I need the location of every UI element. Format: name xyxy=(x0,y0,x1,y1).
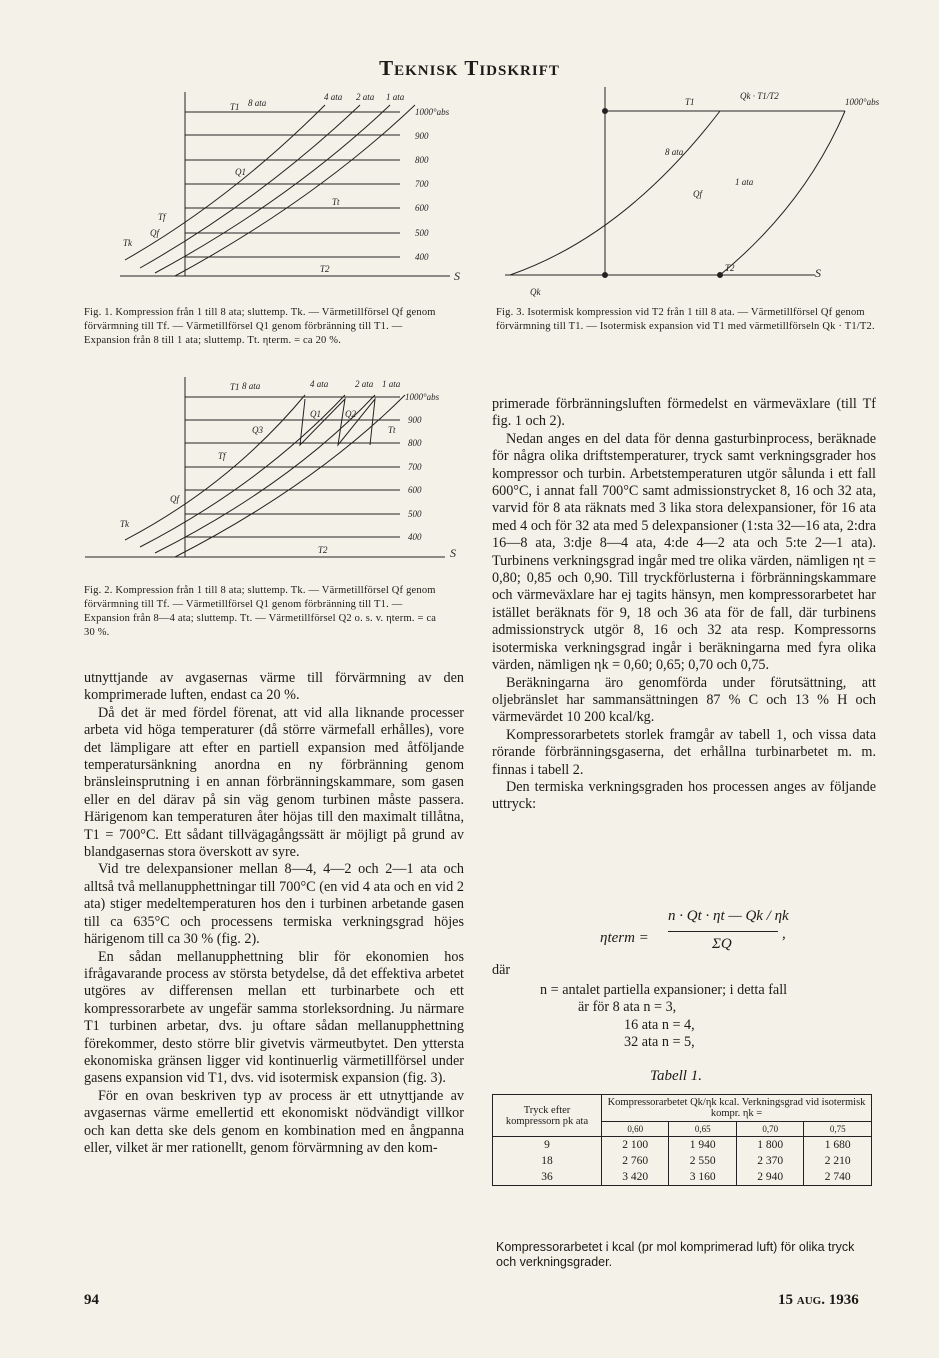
right-column xyxy=(492,396,876,814)
fig2-t600: 600 xyxy=(408,485,422,495)
left-paragraph-1: utnyttjande av avgasernas värme till förvärmning av den komprimerade luften, endast ca 20 %. xyxy=(84,670,464,704)
table1-cell: 1 800 xyxy=(736,1137,803,1154)
fig1-t600: 600 xyxy=(415,203,429,213)
efficiency-formula xyxy=(600,906,860,962)
figure-3 xyxy=(495,85,890,300)
fig2-sym-q1: Q1 xyxy=(310,409,321,419)
fig1-sym-tt: Tt xyxy=(332,197,340,207)
fig3-p1: 1 ata xyxy=(735,177,754,187)
fig2-p1: 1 ata xyxy=(382,379,401,389)
table1 xyxy=(492,1094,872,1186)
fig1-isobar-1 xyxy=(175,105,415,276)
fig1-isobar-2 xyxy=(155,105,390,273)
table-row xyxy=(493,1137,872,1154)
fig2-sym-q2: Q2 xyxy=(345,409,356,419)
table1-cell: 3 420 xyxy=(602,1169,669,1186)
table1-cell: 2 370 xyxy=(736,1153,803,1169)
table1-cell: 1 680 xyxy=(804,1137,872,1154)
table1-col-header: Kompressorarbetet Qk/ηk kcal. Verkningsgrad vid isotermisk kompr. ηk = xyxy=(602,1095,872,1122)
table1-col-075: 0,75 xyxy=(804,1122,872,1137)
definition-line-4: 32 ata n = 5, xyxy=(624,1034,695,1051)
table1-row-header: Tryck efter kompressorn pk ata xyxy=(493,1095,602,1137)
fig2-t500: 500 xyxy=(408,509,422,519)
fig2-p4: 4 ata xyxy=(310,379,329,389)
table1-cell: 1 940 xyxy=(669,1137,736,1154)
fig3-isobar-1 xyxy=(720,111,845,275)
fig1-t800: 800 xyxy=(415,155,429,165)
fig2-t1000: 1000°abs xyxy=(405,392,440,402)
fig2-t700: 700 xyxy=(408,462,422,472)
table1-col-065: 0,65 xyxy=(669,1122,736,1137)
fig1-sym-t1: T1 xyxy=(230,102,240,112)
right-paragraph-1: primerade förbränningsluften förmedelst en värmeväxlare (till Tf fig. 1 och 2). xyxy=(492,396,876,430)
fig2-sym-tt: Tt xyxy=(388,425,396,435)
table1-cell: 2 940 xyxy=(736,1169,803,1186)
right-paragraph-3: Beräkningarna äro genomförda under förutsättning, att oljebränslet har sammansättningen 87 % C och 13 % H och värmevärdet 10 200 kcal/kg. xyxy=(492,674,876,726)
fig3-sym-qf: Qf xyxy=(693,189,702,199)
fig1-p8: 8 ata xyxy=(248,98,267,108)
table1-col-060: 0,60 xyxy=(602,1122,669,1137)
table1-cell: 2 210 xyxy=(804,1153,872,1169)
fig3-caption: Fig. 3. Isotermisk kompression vid T2 från 1 till 8 ata. — Värmetillförsel Qf genom förvärmning till T1. — Isotermisk expansion vid T1 med värmetillförseln Qk · T1/T2. xyxy=(496,307,875,332)
fig2-ts-diagram xyxy=(70,375,470,575)
fig2-p8: 8 ata xyxy=(242,381,261,391)
fig2-t900: 900 xyxy=(408,415,422,425)
table1-title: Tabell 1. xyxy=(650,1068,702,1084)
fig2-sym-s: S xyxy=(450,546,456,560)
fig2-sym-t2: T2 xyxy=(318,545,328,555)
fig3-sym-t1: T1 xyxy=(685,97,695,107)
fig1-p1: 1 ata xyxy=(386,92,405,102)
fig1-p4: 4 ata xyxy=(324,92,343,102)
table1-col-070: 0,70 xyxy=(736,1122,803,1137)
table1-cell: 3 160 xyxy=(669,1169,736,1186)
left-paragraph-2: Då det är med fördel förenat, att vid alla liknande processer arbeta vid höga temperaturer (då större värmefall erhålles), vore det lämpligare att efter en partiell expansion med åtföljande temperatursänkning anordna en ny förbränning genom bränsleinsprutning i en annan förbränningskammare, som gasen eller en del därav på sin väg genom turbinen måste passera. Härigenom kan temperaturen åter höjas till den maximalt tillåtna, T1 = 700°C. Ett sådant tillvägagångssätt är möjligt på grund av blandgasernas stora överskott av syre. xyxy=(84,704,464,861)
formula-numerator: n · Qt · ηt — Qk / ηk xyxy=(668,908,789,924)
fig1-p2: 2 ata xyxy=(356,92,375,102)
definition-line-1: n = antalet partiella expansioner; i detta fall xyxy=(540,982,788,998)
fig2-sym-tf: Tf xyxy=(218,451,226,461)
definition-line-2: är för 8 ata n = 3, xyxy=(578,999,677,1016)
table1-cell: 2 760 xyxy=(602,1153,669,1169)
left-paragraph-3: Vid tre delexpansioner mellan 8—4, 4—2 och 2—1 ata och alltså två mellanupphettningar till 700°C (en vid 4 ata och en vid 2 ata) stiger medeltemperaturen hos den i turbinen arbetande gasen till ca 635°C och processens termiska verkningsgrad höjes härigenom till ca 30 % (fig. 2). xyxy=(84,861,464,948)
fig1-sym-tk: Tk xyxy=(123,238,132,248)
page-number: 94 xyxy=(84,1292,99,1308)
table-row xyxy=(493,1153,872,1169)
formula-where: där xyxy=(492,962,511,978)
fig2-p2: 2 ata xyxy=(355,379,374,389)
fig2-t800: 800 xyxy=(408,438,422,448)
fig3-ts-diagram xyxy=(495,85,890,300)
fig1-isobar-4 xyxy=(140,105,360,268)
right-paragraph-4: Kompressorarbetets storlek framgår av tabell 1, och vissa data rörande förbränningsgaserna, det erhållna turbinarbetet m. m. finnas i tabell 2. xyxy=(492,726,876,778)
fig2-caption: Fig. 2. Kompression från 1 till 8 ata; sluttemp. Tk. — Värmetillförsel Qf genom förvärmning till Tf. — Värmetillförsel Q1 genom förbränning till T1. — Expansion från 8—4 ata; sluttemp. Tt. — Värmetillförsel Q2 o. s. v. ηterm. = ca 30 %. xyxy=(84,585,437,638)
journal-title: Teknisk Tidskrift xyxy=(379,56,560,80)
formula-fraction-bar xyxy=(668,931,778,932)
fig1-sym-s: S xyxy=(454,269,460,283)
formula-lhs: ηterm = xyxy=(600,930,649,946)
left-paragraph-5: För en ovan beskriven typ av process är ett utnyttjande av avgasernas värme emellertid ett ekonomiskt nödvändigt villkor och kan detta ske dels genom en kombination med en ångpanna eller, vilket är mer rationellt, genom förvärmning av den kom- xyxy=(84,1087,464,1156)
fig3-sym-qk: Qk · T1/T2 xyxy=(740,91,779,101)
fig1-t900: 900 xyxy=(415,131,429,141)
fig1-sym-qf: Qf xyxy=(150,228,159,238)
left-column xyxy=(84,670,464,1157)
fig3-sym-t2: T2 xyxy=(725,263,735,273)
formula-denominator: ΣQ xyxy=(712,936,732,952)
fig1-t700: 700 xyxy=(415,179,429,189)
fig2-isobar-1 xyxy=(175,395,405,557)
table1-cell: 2 100 xyxy=(602,1137,669,1154)
right-paragraph-2: Nedan anges en del data för denna gasturbinprocess, beräknade för några olika driftstemperaturer, tryck samt verkningsgrader hos kompressor och turbin. Arbetstemperaturen utgör sålunda i ett fall 600°C, i annat fall 700°C samt admissionstrycket 8, 16 och 32 ata, varvid för 8 ata räknats med 3 lika stora delexpansioner, för 16 ata med 4 och för 32 ata med 5 delexpansioner (1:sta 32—16 ata, 2:dra 16—8 ata, 3:dje 8—4 ata, 4:de 4—2 ata och 5:te 2—1 ata). Turbinens verkningsgrad ingår med tre olika värden, nämligen ηt = 0,80; 0,85 och 0,90. Till tryckförlusterna i förbränningskammare och värmeväxlare har ej tagits hänsyn, men kompressorarbetet har istället beräknats för 9, 18 och 36 ata för de fall, där turbinens admissionstryck utgör 8, 16 och 32 ata resp. Kompressorns isotermiska verkningsgrad ingår i beräkningarna med fyra olika värden, nämligen ηk = 0,60; 0,65; 0,70 och 0,75. xyxy=(492,430,876,674)
fig3-p8: 8 ata xyxy=(665,147,684,157)
fig3-isobar-8 xyxy=(510,111,720,275)
fig2-t400: 400 xyxy=(408,532,422,542)
definition-line-3: 16 ata n = 4, xyxy=(624,1016,695,1033)
fig3-t1000: 1000°abs xyxy=(845,97,880,107)
fig3-sym-qk-bottom: Qk xyxy=(530,287,541,297)
figure-2 xyxy=(70,375,470,575)
fig1-t1000: 1000°abs xyxy=(415,107,450,117)
fig1-sym-tf: Tf xyxy=(158,212,166,222)
right-paragraph-5: Den termiska verkningsgraden hos processen anges av följande uttryck: xyxy=(492,778,876,813)
figure-1 xyxy=(70,90,470,290)
fig3-sym-s: S xyxy=(815,266,821,280)
fig1-t500: 500 xyxy=(415,228,429,238)
issue-date: 15 aug. 1936 xyxy=(778,1292,859,1308)
table1-caption: Kompressorarbetet i kcal (pr mol komprimerad luft) för olika tryck och verkningsgrader. xyxy=(496,1240,855,1269)
left-paragraph-4: En sådan mellanupphettning blir för ekonomien hos ifrågavarande process av största betydelse, då det effektiva arbetet utgöres av differensen mellan ett turbinarbete och ett kompressorarbete av ungefär samma storleksordning. Ju närmare T1 turbinen arbetar, dvs. ju oftare sådan mellanupphettning förekommer, desto större blir givetvis värmeutbytet. Den yttersta ekonomiska gränsen ligger vid kontinuerlig värmetillförsel under gasens expansion vid T1, dvs. vid isotermisk expansion (fig. 3). xyxy=(84,948,464,1087)
fig1-sym-q1: Q1 xyxy=(235,167,246,177)
table1-cell: 2 740 xyxy=(804,1169,872,1186)
table-row xyxy=(493,1169,872,1186)
fig2-sym-q3: Q3 xyxy=(252,425,263,435)
fig2-sym-tk: Tk xyxy=(120,519,129,529)
fig2-sym-t1: T1 xyxy=(230,382,240,392)
fig1-ts-diagram xyxy=(70,90,470,290)
table1-p-9: 9 xyxy=(493,1137,602,1154)
table1-grid xyxy=(492,1094,872,1186)
fig2-sym-qf: Qf xyxy=(170,494,179,504)
fig1-caption: Fig. 1. Kompression från 1 till 8 ata; sluttemp. Tk. — Värmetillförsel Qf genom förvärmning till Tf. — Värmetillförsel Q1 genom förbränning till T1. — Expansion från 8 till 1 ata; sluttemp. Tt. ηterm. = ca 20 %. xyxy=(84,307,436,346)
fig1-sym-t2: T2 xyxy=(320,264,330,274)
table1-p-36: 36 xyxy=(493,1169,602,1186)
fig1-t400: 400 xyxy=(415,252,429,262)
formula-comma: , xyxy=(782,926,786,942)
table1-cell: 2 550 xyxy=(669,1153,736,1169)
table1-p-18: 18 xyxy=(493,1153,602,1169)
formula-definition xyxy=(540,982,880,1052)
